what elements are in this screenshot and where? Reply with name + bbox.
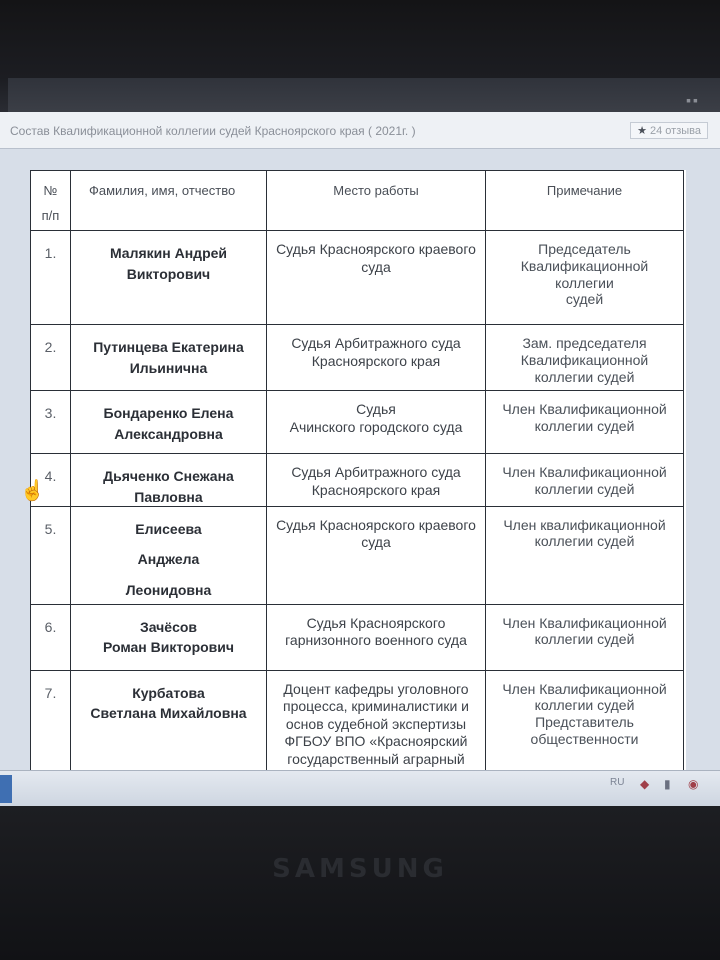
work-cell [267, 454, 486, 507]
note-cell [486, 325, 684, 391]
fio-cell [71, 454, 267, 507]
fio-cell [71, 325, 267, 391]
fio-line: Викторович [126, 265, 211, 282]
work-cell [267, 506, 486, 604]
fio-line: Роман Викторович [102, 639, 235, 656]
flag-icon[interactable]: ◆ [640, 777, 650, 791]
speaker-icon[interactable]: ◉ [688, 777, 699, 791]
table-row [31, 391, 684, 454]
note-cell [486, 506, 684, 604]
fio-line: Елисеева [135, 520, 202, 537]
page-viewport [0, 112, 720, 770]
table-row [31, 670, 684, 770]
fio-line: Зачёсов [139, 618, 198, 635]
page-title: Состав Квалификационной коллегии судей Красноярского края ( 2021г. ) [10, 124, 416, 138]
fio-cell [71, 231, 267, 325]
row-number: 2. [31, 325, 71, 391]
work-line: Доцент кафедры уголовного [283, 680, 469, 697]
monitor-top-bezel [0, 0, 720, 112]
table-container [30, 170, 686, 770]
monitor-bottom-bezel [0, 806, 720, 960]
note-cell [486, 670, 684, 770]
note-line: Член Квалификационной [502, 401, 667, 417]
brand-logo: SAMSUNG [272, 854, 448, 884]
row-number: 1. [31, 231, 71, 325]
fio-line: Светлана Михайловна [90, 705, 247, 722]
fio-line: Путинцева Екатерина [93, 339, 244, 355]
note-line: Председатель [538, 241, 631, 257]
fio-line: Бондаренко Елена [103, 405, 234, 421]
note-cell [486, 231, 684, 325]
work-line: суда [361, 258, 391, 275]
work-cell [267, 231, 486, 325]
reviews-count: 24 отзыва [650, 125, 701, 137]
note-line: Член Квалификационной [502, 464, 667, 480]
header-num-label: № [43, 183, 58, 198]
work-line: Судья [356, 401, 396, 417]
fio-cell [71, 670, 267, 770]
row-number: 7. [31, 670, 71, 770]
judges-table [30, 170, 684, 770]
note-line: коллегии [555, 274, 614, 291]
fio-cell [71, 604, 267, 670]
reviews-link[interactable] [630, 122, 708, 139]
note-line: коллегии судей [534, 368, 635, 385]
note-cell [486, 604, 684, 670]
work-line: Красноярского края [311, 352, 441, 369]
star-icon: ★ [637, 125, 647, 137]
menu-icon[interactable]: ▪▪ [686, 92, 700, 108]
note-line: Член Квалификационной [502, 680, 667, 697]
note-cell [486, 391, 684, 454]
row-number: 4. [31, 454, 71, 507]
work-line: Судья Красноярского краевого [276, 516, 476, 533]
fio-line: Александровна [114, 425, 223, 442]
browser-toolbar [8, 78, 720, 114]
work-line: Судья Красноярского краевого [276, 241, 476, 257]
work-line: государственный аграрный [287, 750, 465, 767]
fio-line: Павловна [134, 488, 203, 505]
table-row [31, 231, 684, 325]
row-number: 5. [31, 506, 71, 604]
fio-line: Анджела [137, 551, 200, 568]
note-line: судей [565, 291, 604, 308]
work-line: Судья Красноярского [306, 614, 446, 631]
note-line: Зам. председателя [522, 335, 647, 351]
note-line: коллегии судей [534, 480, 635, 497]
fio-cell [71, 391, 267, 454]
note-line: Член квалификационной [503, 516, 666, 533]
title-strip [0, 112, 720, 149]
row-number: 6. [31, 604, 71, 670]
work-cell [267, 670, 486, 770]
note-cell [486, 454, 684, 507]
note-line: коллегии судей [534, 697, 635, 714]
work-line: Судья Арбитражного суда [291, 464, 461, 480]
header-fio: Фамилия, имя, отчество [71, 171, 267, 231]
note-line: коллегии судей [534, 631, 635, 648]
language-indicator[interactable]: RU [610, 777, 625, 788]
table-row [31, 506, 684, 604]
note-line: Квалификационной [520, 257, 649, 274]
work-line: процесса, криминалистики и [283, 698, 469, 715]
note-line: коллегии судей [534, 533, 635, 550]
note-line: Квалификационной [520, 351, 649, 368]
header-note: Примечание [486, 171, 684, 231]
table-header-row [31, 171, 684, 231]
table-row [31, 454, 684, 507]
note-line: Член Квалификационной [502, 614, 667, 631]
work-line: Судья Арбитражного суда [291, 335, 461, 351]
work-line: Ачинского городского суда [289, 418, 463, 435]
taskbar [0, 770, 720, 807]
work-line: суда [361, 534, 391, 551]
table-row [31, 604, 684, 670]
fio-cell [71, 506, 267, 604]
work-cell [267, 325, 486, 391]
work-cell [267, 391, 486, 454]
start-button[interactable] [0, 775, 12, 803]
work-cell [267, 604, 486, 670]
work-line: Красноярского края [311, 481, 441, 498]
note-line: Представитель [535, 714, 634, 731]
header-work: Место работы [267, 171, 486, 231]
fio-line: Курбатова [132, 684, 205, 701]
note-line: общественности [530, 730, 639, 747]
fio-line: Малякин Андрей [109, 245, 228, 261]
work-line: основ судебной экспертизы [285, 715, 467, 732]
note-line: коллегии судей [534, 417, 635, 434]
fio-line: Леонидовна [125, 582, 212, 599]
work-line: гарнизонного военного суда [285, 632, 467, 649]
fio-line: Дьяченко Снежана [103, 468, 234, 484]
work-line: ФГБОУ ВПО «Красноярский [284, 733, 468, 750]
table-row [31, 325, 684, 391]
row-number: 3. [31, 391, 71, 454]
hand-cursor-icon: ☝ [20, 480, 45, 502]
network-icon[interactable]: ▮ [664, 777, 671, 791]
header-num-sub: п/п [41, 208, 60, 223]
header-num [31, 171, 71, 231]
fio-line: Ильинична [129, 359, 208, 376]
